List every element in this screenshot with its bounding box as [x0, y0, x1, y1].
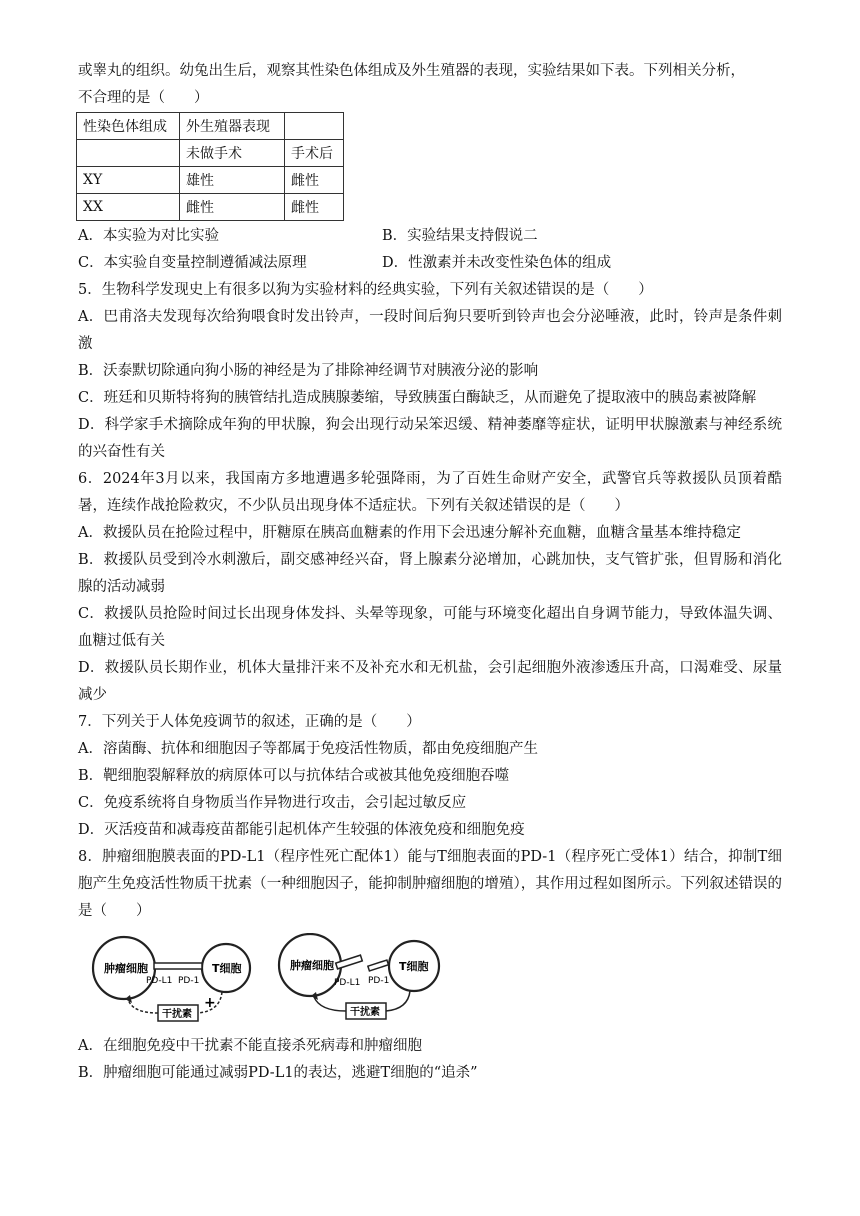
interferon-arrow [314, 997, 346, 1011]
q7-option-a: A．溶菌酶、抗体和细胞因子等都属于免疫活性物质，都由免疫细胞产生 [78, 741, 538, 757]
table-row [77, 167, 344, 194]
table-header-no-surgery: 未做手术 [180, 140, 285, 167]
exam-page [78, 58, 782, 1087]
pd1-pdl1-figure [88, 933, 782, 1029]
table-header-after-surgery: 手术后 [285, 140, 344, 167]
pdl1-label: PD-L1 [334, 978, 361, 988]
q6-option-d: D．救援队员长期作业，机体大量排汗来不及补充水和无机盐，会引起细胞外液渗透压升高，口渴难受、尿量减少 [78, 660, 782, 703]
inhibit-mark: + [204, 995, 216, 1011]
q7-option-b: B．靶细胞裂解释放的病原体可以与抗体结合或被其他免疫细胞吞噬 [78, 768, 510, 784]
q4-option-c: C．本实验自变量控制遵循减法原理 [78, 255, 307, 271]
q8-stem: 8．肿瘤细胞膜表面的PD-L1（程序性死亡配体1）能与T细胞表面的PD-1（程序死亡受体1）结合，抑制T细胞产生免疫活性物质干扰素（一种细胞因子，能抑制肿瘤细胞的增殖），其作用过程如图所示。下列叙述错误的是（ ） [78, 849, 782, 919]
q7-option-d: D．灭活疫苗和减毒疫苗都能引起机体产生较强的体液免疫和细胞免疫 [78, 822, 525, 838]
q6-option-b: B．救援队员受到冷水刺激后，副交感神经兴奋，肾上腺素分泌增加，心跳加快，支气管扩张，但胃肠和消化腺的活动减弱 [78, 552, 782, 595]
interferon-label: 干扰素 [162, 1009, 192, 1020]
q5-option-a: A．巴甫洛夫发现每次给狗喂食时发出铃声，一段时间后狗只要听到铃声也会分泌唾液，此时，铃声是条件刺激 [78, 309, 782, 352]
table-cell-after: 雌性 [285, 194, 344, 221]
t-cell-label: T细胞 [399, 960, 429, 973]
table-header-empty [285, 113, 344, 140]
interferon-path [386, 991, 410, 1011]
panel-bound [93, 937, 250, 1021]
table-row [77, 194, 344, 221]
table-cell-chrom: XY [77, 167, 180, 194]
q4-option-d: D．性激素并未改变性染色体的组成 [382, 255, 612, 271]
pdl1-label: PD-L1 [146, 976, 173, 986]
q5-option-c: C．班廷和贝斯特将狗的胰管结扎造成胰腺萎缩，导致胰蛋白酶缺乏，从而避免了提取液中的胰岛素被降解 [78, 390, 757, 406]
tumor-cell-label: 肿瘤细胞 [104, 962, 148, 975]
interferon-label: 干扰素 [350, 1007, 380, 1018]
results-table [76, 112, 344, 221]
q4-intro-line2: 不合理的是（ ） [78, 90, 209, 106]
q5-option-b: B．沃泰默切除通向狗小肠的神经是为了排除神经调节对胰液分泌的影响 [78, 363, 539, 379]
q5-option-d: D．科学家手术摘除成年狗的甲状腺，狗会出现行动呆笨迟缓、精神萎靡等症状，证明甲状腺激素与神经系统的兴奋性有关 [78, 417, 782, 460]
table-cell-no-surgery: 雌性 [180, 194, 285, 221]
pd1-bar [368, 960, 389, 971]
q4-options-row2 [78, 250, 782, 277]
t-cell-label: T细胞 [212, 962, 242, 975]
q7-stem: 7．下列关于人体免疫调节的叙述，正确的是（ ） [78, 714, 421, 730]
pd1-label: PD-1 [368, 976, 390, 986]
table-cell-chrom: XX [77, 194, 180, 221]
q8-option-a: A．在细胞免疫中干扰素不能直接杀死病毒和肿瘤细胞 [78, 1038, 422, 1054]
q5-stem: 5．生物科学发现史上有很多以狗为实验材料的经典实验，下列有关叙述错误的是（ ） [78, 282, 653, 298]
q6-option-a: A．救援队员在抢险过程中，肝糖原在胰高血糖素的作用下会迅速分解补充血糖，血糖含量基本维持稳定 [78, 525, 741, 541]
pd1-pdl1-diagram [88, 933, 458, 1029]
interferon-arrow [128, 999, 158, 1013]
panel-unbound [279, 934, 439, 1019]
q6-option-c: C．救援队员抢险时间过长出现身体发抖、头晕等现象，可能与环境变化超出自身调节能力，导致体温失调、血糖过低有关 [78, 606, 782, 649]
table-cell-empty [77, 140, 180, 167]
q4-intro-line1: 或睾丸的组织。幼兔出生后，观察其性染色体组成及外生殖器的表现，实验结果如下表。下列相关分析， [78, 63, 745, 79]
q8-option-b: B．肿瘤细胞可能通过减弱PD-L1的表达，逃避T细胞的“追杀” [78, 1065, 478, 1081]
q4-option-a: A．本实验为对比实验 [78, 228, 219, 244]
q6-stem: 6．2024年3月以来，我国南方多地遭遇多轮强降雨，为了百姓生命财产安全，武警官兵等救援队员顶着酷暑，连续作战抢险救灾，不少队员出现身体不适症状。下列有关叙述错误的是（ ） [78, 471, 782, 514]
tumor-cell-label: 肿瘤细胞 [290, 959, 334, 972]
q4-options-row1 [78, 223, 782, 250]
table-header-external: 外生殖器表现 [180, 113, 285, 140]
table-header-chromosome: 性染色体组成 [77, 113, 180, 140]
q7-option-c: C．免疫系统将自身物质当作异物进行攻击，会引起过敏反应 [78, 795, 467, 811]
q4-option-b: B．实验结果支持假说二 [382, 228, 538, 244]
table-cell-after: 雌性 [285, 167, 344, 194]
table-cell-no-surgery: 雄性 [180, 167, 285, 194]
pdl1-pd1-bond [154, 963, 202, 969]
pd1-label: PD-1 [178, 976, 200, 986]
